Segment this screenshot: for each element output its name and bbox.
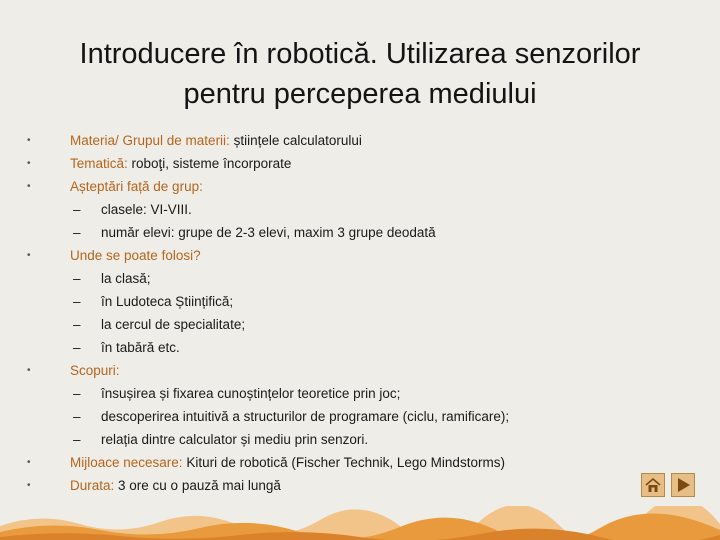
sub-text: descoperirea intuitivă a structurilor de programare (ciclu, ramificare);	[101, 409, 510, 424]
bullet-list	[27, 129, 627, 497]
bullet-dot: •	[27, 250, 31, 261]
bullet-unde	[27, 244, 627, 267]
dash: –	[73, 271, 81, 286]
bullet-tematica	[27, 152, 627, 175]
bullet-label: Scopuri:	[70, 363, 120, 378]
footer-decoration	[0, 506, 720, 540]
bullet-asteptari	[27, 175, 627, 198]
bullet-text: 3 ore cu o pauză mai lungă	[114, 478, 281, 493]
sub-text: la cercul de specialitate;	[101, 317, 246, 332]
dash: –	[73, 386, 81, 401]
sub-text: clasele: VI-VIII.	[101, 202, 192, 217]
bullet-dot: •	[27, 181, 31, 192]
bullet-label: Durata:	[70, 478, 115, 493]
bullet-text: roboţi, sisteme încorporate	[127, 156, 292, 171]
bullet-mijloace	[27, 451, 627, 474]
sub-text: număr elevi: grupe de 2-3 elevi, maxim 3 grupe deodată	[101, 225, 436, 240]
bullet-dot: •	[27, 480, 31, 491]
bullet-durata	[27, 474, 627, 497]
sub-item	[27, 382, 627, 405]
bullet-dot: •	[27, 135, 31, 146]
bullet-label: Unde se poate folosi?	[70, 248, 201, 263]
dash: –	[73, 202, 81, 217]
sub-item	[27, 267, 627, 290]
sub-item	[27, 290, 627, 313]
dash: –	[73, 432, 81, 447]
dash: –	[73, 225, 81, 240]
slide-title	[40, 34, 680, 114]
sub-item	[27, 336, 627, 359]
bullet-label: Mijloace necesare:	[70, 455, 183, 470]
bullet-label: Materia/ Grupul de materii:	[70, 133, 230, 148]
bullet-scopuri	[27, 359, 627, 382]
sub-item	[27, 313, 627, 336]
bullet-dot: •	[27, 457, 31, 468]
bullet-materia	[27, 129, 627, 152]
sub-item	[27, 221, 627, 244]
sub-text: însușirea și fixarea cunoștințelor teoretice prin joc;	[101, 386, 401, 401]
sub-text: în Ludoteca Științifică;	[101, 294, 234, 309]
title-line-2: pentru perceperea mediului	[183, 78, 537, 110]
title-line-1: Introducere în robotică. Utilizarea senzorilor	[79, 38, 641, 70]
next-button[interactable]	[671, 473, 695, 497]
bullet-label: Tematică:	[70, 156, 128, 171]
bullet-text: științele calculatorului	[229, 133, 362, 148]
bullet-dot: •	[27, 365, 31, 376]
bullet-dot: •	[27, 158, 31, 169]
dash: –	[73, 340, 81, 355]
home-button[interactable]	[641, 473, 665, 497]
sub-item	[27, 428, 627, 451]
dash: –	[73, 317, 81, 332]
sub-text: în tabără etc.	[101, 340, 180, 355]
dash: –	[73, 409, 81, 424]
sub-item	[27, 198, 627, 221]
dash: –	[73, 294, 81, 309]
play-next-icon	[672, 474, 694, 496]
sub-text: relația dintre calculator și mediu prin senzori.	[101, 432, 369, 447]
bullet-text: Kituri de robotică (Fischer Technik, Lego Mindstorms)	[182, 455, 505, 470]
home-icon	[642, 474, 664, 496]
bullet-label: Așteptări față de grup:	[70, 179, 203, 194]
sub-item	[27, 405, 627, 428]
sub-text: la clasă;	[101, 271, 151, 286]
